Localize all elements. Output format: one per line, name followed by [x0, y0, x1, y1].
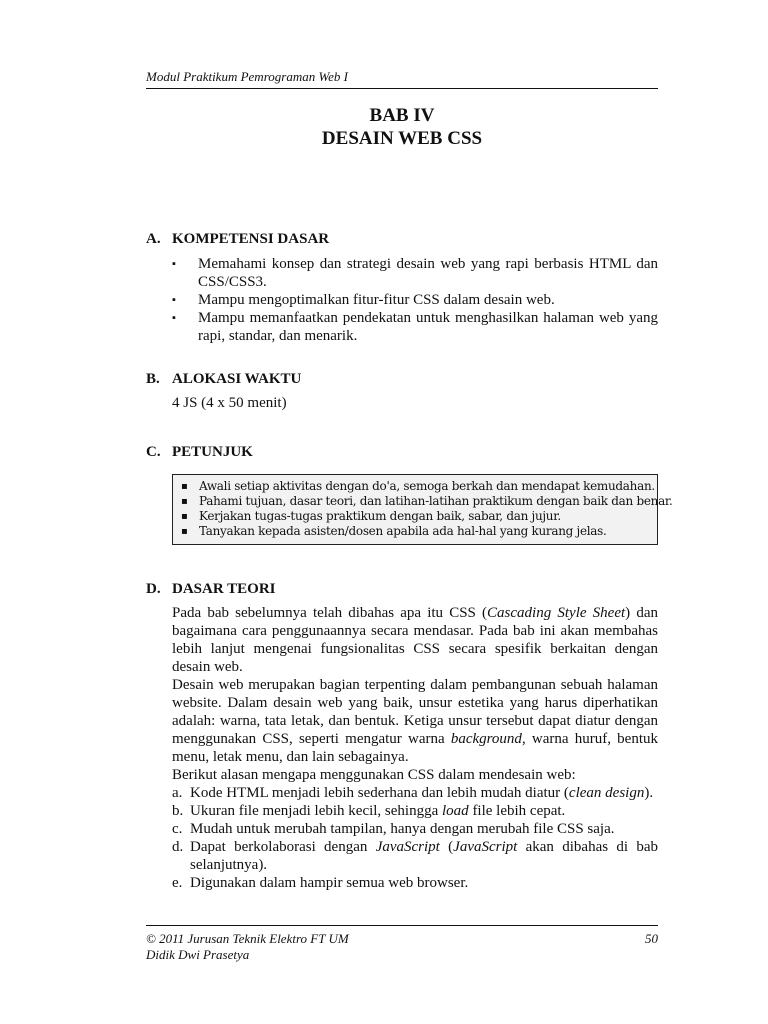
section-dasar-teori	[146, 580, 658, 892]
section-heading	[146, 580, 658, 599]
list-item: d. Dapat berkolaborasi dengan JavaScript (JavaScript akan dibahas di bab selanjutnya).	[172, 839, 658, 873]
list-item: b. Ukuran file menjadi lebih kecil, sehingga load file lebih cepat.	[172, 803, 566, 819]
competency-list	[146, 255, 658, 345]
list-item: c. Mudah untuk merubah tampilan, hanya dengan merubah file CSS saja.	[172, 821, 615, 837]
footer-credits	[146, 931, 349, 963]
list-item: ▪ Mampu memanfaatkan pendekatan untuk menghasilkan halaman web yang rapi, standar, dan menarik.	[172, 310, 658, 344]
page-number: 50	[645, 931, 658, 946]
section-kompetensi-dasar	[146, 230, 658, 345]
section-alokasi-waktu	[146, 370, 658, 412]
list-item: ▪ Mampu mengoptimalkan fitur-fitur CSS dalam desain web.	[172, 292, 555, 308]
section-heading	[146, 443, 658, 462]
footer-copyright: © 2011 Jurusan Teknik Elektro FT UM	[146, 931, 349, 946]
bullet-square-icon: ▪	[181, 481, 188, 492]
bullet-square-icon: ▪	[172, 312, 176, 324]
theory-paragraph-1: Pada bab sebelumnya telah dibahas apa itu CSS (Cascading Style Sheet) dan bagaimana cara penggunaannya secara mendasar. Pada bab ini akan membahas lebih lanjut mengenai fungsionalitas CSS secara spesifik berkaitan dengan desain web.	[172, 605, 658, 675]
section-title: DASAR TEORI	[172, 581, 276, 597]
footer-rule	[146, 925, 658, 926]
bullet-square-icon: ▪	[172, 258, 176, 270]
instructions-box	[172, 474, 673, 545]
section-title: ALOKASI WAKTU	[172, 371, 302, 387]
theory-paragraph-3: Berikut alasan mengapa menggunakan CSS dalam mendesain web:	[172, 767, 576, 783]
chapter-name: DESAIN WEB CSS	[321, 128, 483, 149]
section-petunjuk	[146, 443, 673, 545]
list-item: ▪ Tanyakan kepada asisten/dosen apabila ada hal-hal yang kurang jelas.	[181, 524, 607, 538]
document-page	[146, 0, 673, 1024]
theory-paragraph-2: Desain web merupakan bagian terpenting dalam pembangunan sebuah halaman website. Dalam desain web yang baik, unsur estetika yang harus diperhatikan adalah: warna, tata letak, dan bentuk. Ketiga unsur tersebut dapat diatur dengan menggunakan CSS, seperti mengatur warna background, warna huruf, bentuk menu, letak menu, dan lain sebagainya.	[172, 677, 658, 765]
section-letter: C.	[146, 444, 161, 460]
bullet-square-icon: ▪	[172, 294, 176, 306]
section-heading	[146, 370, 658, 389]
header-rule	[146, 88, 658, 89]
instructions-list	[179, 479, 673, 539]
section-title: PETUNJUK	[172, 444, 253, 460]
time-allocation: 4 JS (4 x 50 menit)	[172, 395, 287, 411]
bullet-square-icon: ▪	[181, 526, 188, 537]
section-letter: D.	[146, 581, 161, 597]
footer-author: Didik Dwi Prasetya	[146, 947, 250, 962]
running-header: Modul Praktikum Pemrograman Web I	[146, 69, 348, 84]
chapter-number: BAB IV	[369, 105, 435, 126]
list-item: ▪ Kerjakan tugas-tugas praktikum dengan baik, sabar, dan jujur.	[181, 509, 561, 523]
bullet-square-icon: ▪	[181, 511, 188, 522]
section-title: KOMPETENSI DASAR	[172, 231, 330, 247]
bullet-square-icon: ▪	[181, 496, 188, 507]
list-item: ▪ Pahami tujuan, dasar teori, dan latihan-latihan praktikum dengan baik dan benar.	[181, 494, 673, 508]
list-item: ▪ Memahami konsep dan strategi desain web yang rapi berbasis HTML dan CSS/CSS3.	[172, 256, 658, 290]
section-heading	[146, 230, 658, 249]
section-letter: B.	[146, 371, 160, 387]
section-letter: A.	[146, 231, 161, 247]
list-item: ▪ Awali setiap aktivitas dengan do'a, semoga berkah dan mendapat kemudahan.	[181, 479, 655, 493]
list-item: a. Kode HTML menjadi lebih sederhana dan lebih mudah diatur (clean design).	[172, 785, 654, 801]
reasons-list	[146, 784, 658, 892]
chapter-title	[146, 104, 658, 150]
list-item: e. Digunakan dalam hampir semua web browser.	[172, 875, 469, 891]
